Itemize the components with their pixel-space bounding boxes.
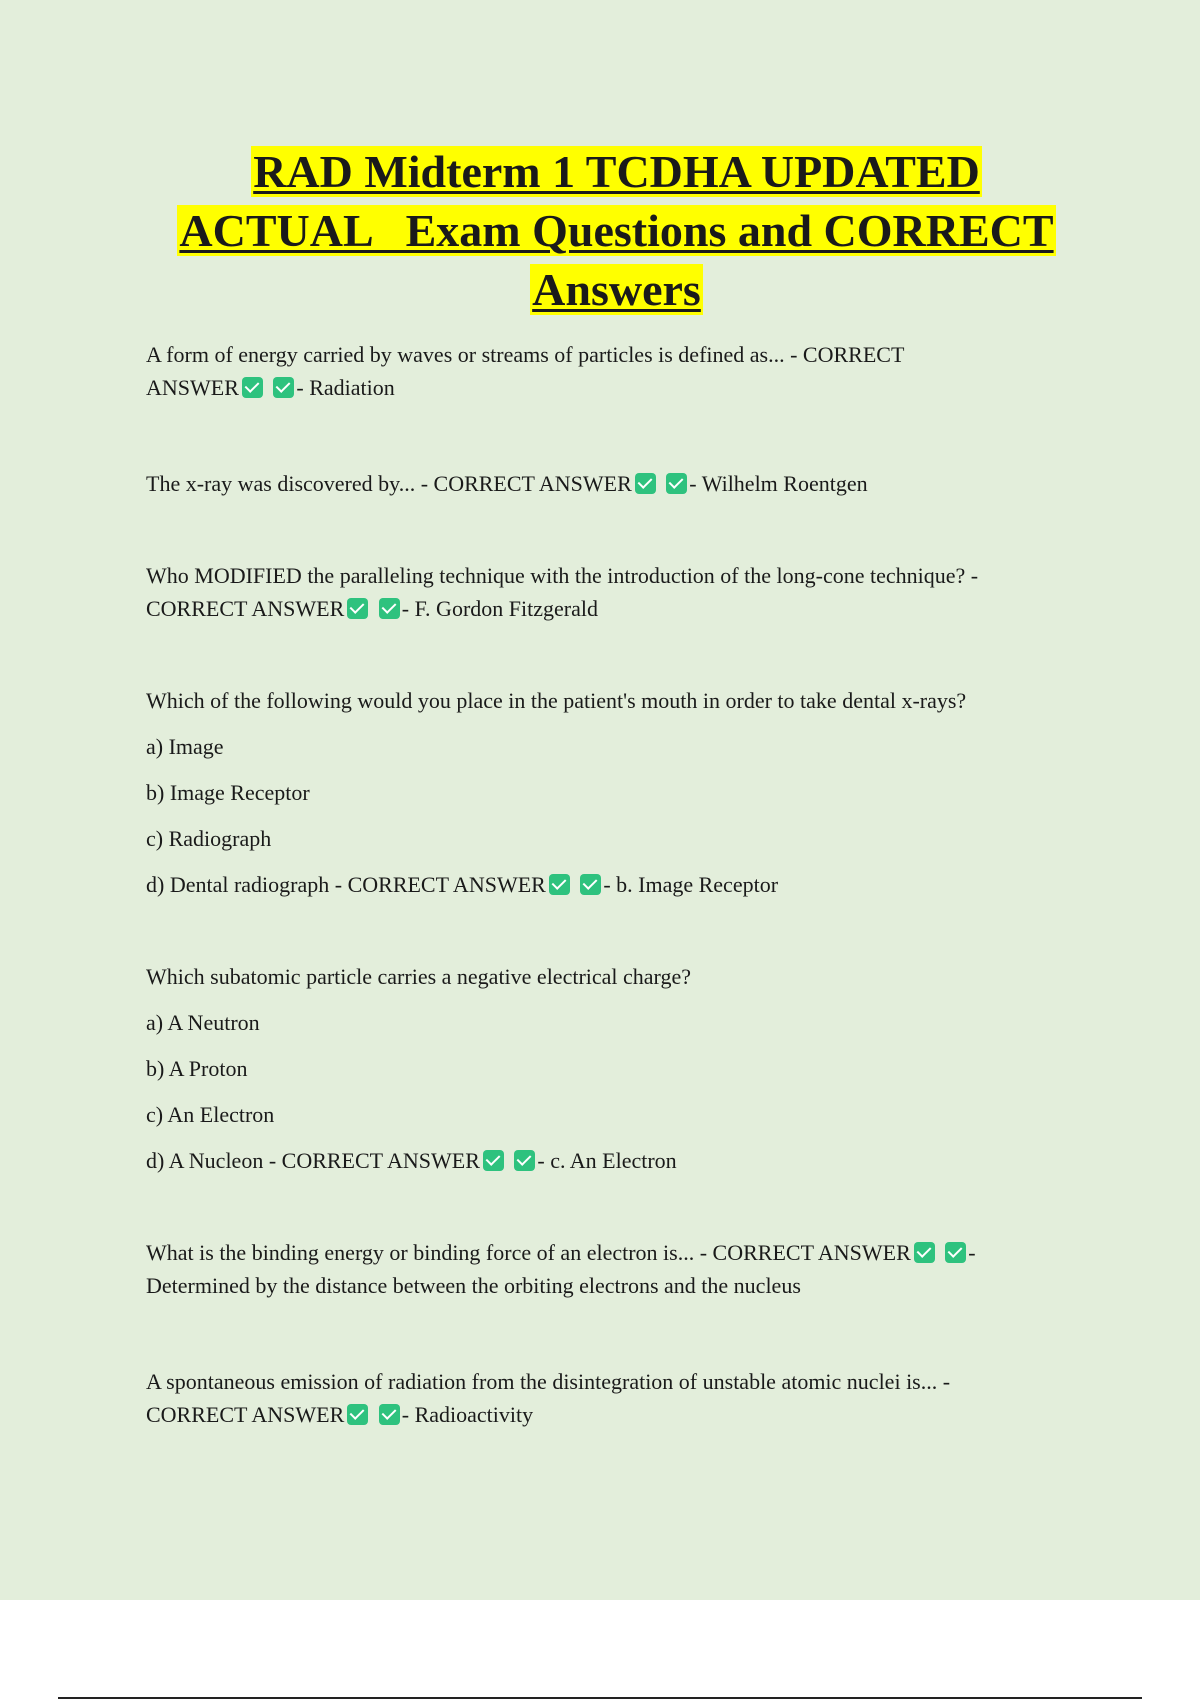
option-item: b) Image Receptor [146, 780, 310, 805]
option-item: b) A Proton [146, 1056, 248, 1081]
check-mark-icon [379, 598, 400, 619]
check-mark-icon [273, 377, 294, 398]
answer-suffix: - [968, 1240, 976, 1265]
question-text: A spontaneous emission of radiation from the disintegration of unstable atomic nuclei is... - [146, 1369, 951, 1394]
check-mark-icon [914, 1242, 935, 1263]
question-text: A form of energy carried by waves or streams of particles is defined as... - CORRECT [146, 342, 905, 367]
question-list [146, 338, 1076, 1431]
option-item [146, 868, 1076, 901]
question-item [146, 1365, 1076, 1431]
check-mark-icon [945, 1242, 966, 1263]
answer-text: - Radioactivity [401, 1402, 534, 1427]
question-item [146, 338, 1076, 404]
question-text: What is the binding energy or binding force of an electron is... - CORRECT ANSWER [146, 1240, 911, 1265]
question-text: Which subatomic particle carries a negative electrical charge? [146, 964, 692, 989]
check-mark-icon [483, 1150, 504, 1171]
check-mark-icon [379, 1404, 400, 1425]
question-item [146, 559, 1076, 625]
option-answer-text: d) A Nucleon - CORRECT ANSWER [146, 1148, 480, 1173]
question-item [146, 1236, 1076, 1302]
title-line-1: RAD Midterm 1 TCDHA UPDATED [253, 146, 980, 197]
question-item [146, 960, 1076, 1177]
option-item: c) An Electron [146, 1102, 275, 1127]
option-item: a) A Neutron [146, 1010, 260, 1035]
option-answer-text: d) Dental radiograph - CORRECT ANSWER [146, 872, 546, 897]
question-item [146, 684, 1076, 901]
answer-text: Determined by the distance between the orbiting electrons and the nucleus [146, 1273, 801, 1298]
check-mark-icon [347, 1404, 368, 1425]
option-item [146, 1144, 1076, 1177]
question-text: The x-ray was discovered by... - CORRECT ANSWER [146, 471, 632, 496]
question-item [146, 467, 1076, 500]
question-text: Which of the following would you place in the patient's mouth in order to take dental x-rays? [146, 688, 967, 713]
answer-text: - Wilhelm Roentgen [689, 471, 868, 496]
question-text: CORRECT ANSWER [146, 1402, 345, 1427]
answer-text: - c. An Electron [537, 1148, 677, 1173]
check-mark-icon [549, 874, 570, 895]
check-mark-icon [635, 473, 656, 494]
question-text: CORRECT ANSWER [146, 596, 345, 621]
check-mark-icon [580, 874, 601, 895]
answer-text: - F. Gordon Fitzgerald [401, 596, 598, 621]
title-line-3: Answers [532, 264, 701, 315]
question-text: ANSWER [146, 375, 239, 400]
option-item: a) Image [146, 734, 224, 759]
check-mark-icon [347, 598, 368, 619]
answer-text: - Radiation [296, 375, 395, 400]
document-title [120, 142, 1113, 319]
title-line-2: ACTUAL Exam Questions and CORRECT [179, 205, 1054, 256]
check-mark-icon [514, 1150, 535, 1171]
question-text: Who MODIFIED the paralleling technique with the introduction of the long-cone technique? - [146, 563, 979, 588]
option-item: c) Radiograph [146, 826, 272, 851]
check-mark-icon [242, 377, 263, 398]
answer-text: - b. Image Receptor [603, 872, 779, 897]
check-mark-icon [666, 473, 687, 494]
footer-divider [58, 1697, 1142, 1699]
